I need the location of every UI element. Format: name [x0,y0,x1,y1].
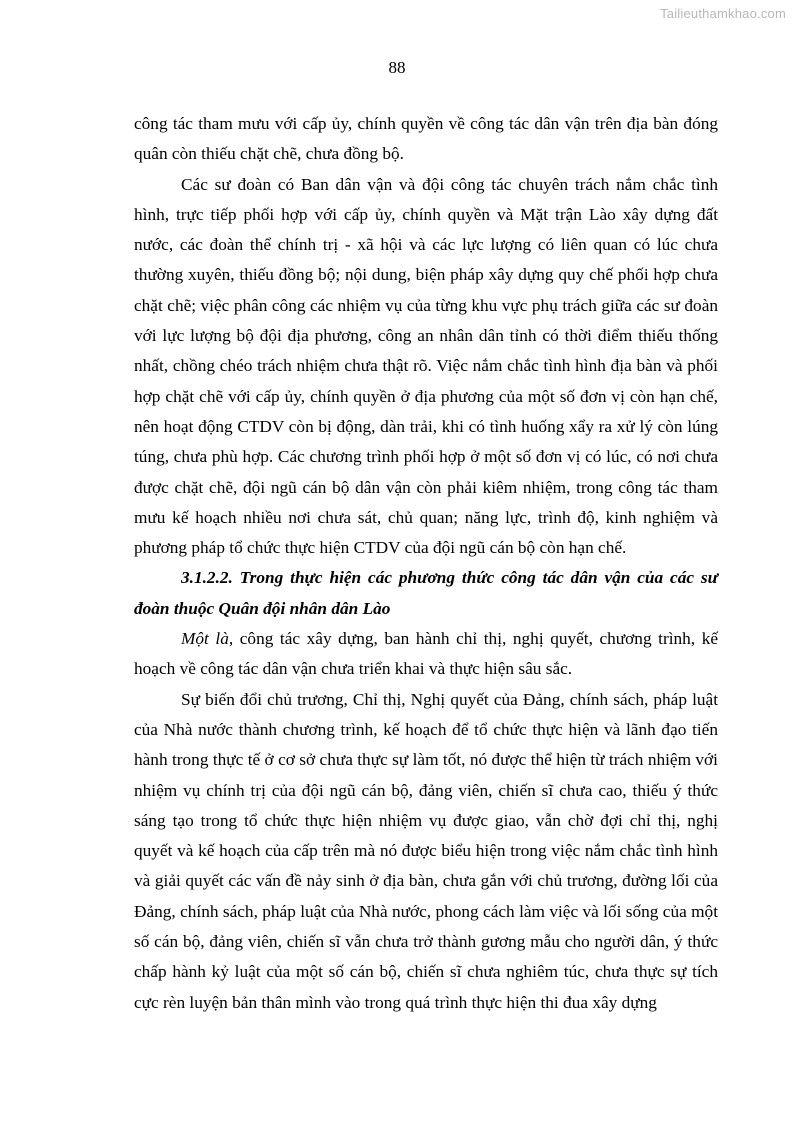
paragraph-first-point [134,624,718,685]
page-number: 88 [388,58,406,77]
paragraph-lead-phrase: Một là, [181,629,234,649]
paragraph-division-coordination: Các sư đoàn có Ban dân vận và đội công tác chuyên trách nắm chắc tình hình, trực tiếp phối hợp với cấp ủy, chính quyền và Mặt trận Lào xây dựng đất nước, các đoàn thể chính trị - xã hội và các lực lượng có liên quan có lúc chưa thường xuyên, thiếu đồng bộ; nội dung, biện pháp xây dựng quy chế phối hợp chưa chặt chẽ; việc phân công các nhiệm vụ của từng khu vực phụ trách giữa các sư đoàn với lực lượng bộ đội địa phương, công an nhân dân tỉnh có thời điểm thiếu thống nhất, chồng chéo trách nhiệm chưa thật rõ. Việc nắm chắc tình hình địa bàn và phối hợp chặt chẽ với cấp ủy, chính quyền ở địa phương của một số đơn vị còn hạn chế, nên hoạt động CTDV còn bị động, dàn trải, khi có tình huống xẩy ra xử lý còn lúng túng, chưa phù hợp. Các chương trình phối hợp ở một số đơn vị có lúc, có nơi chưa được chặt chẽ, đội ngũ cán bộ dân vận còn phải kiêm nhiệm, trong công tác tham mưu kế hoạch nhiều nơi chưa sát, chủ quan; năng lực, trình độ, kinh nghiệm và phương pháp tổ chức thực hiện CTDV của đội ngũ cán bộ còn hạn chế. [134,174,718,558]
section-heading: 3.1.2.2. Trong thực hiện các phương thức công tác dân vận của các sư đoàn thuộc Quân đội nhân dân Lào [134,568,718,618]
paragraph-continuation: công tác tham mưu với cấp ủy, chính quyền về công tác dân vận trên địa bàn đóng quân còn thiếu chặt chẽ, chưa đồng bộ. [134,114,718,164]
paragraph-first-point-text: công tác xây dựng, ban hành chỉ thị, nghị quyết, chương trình, kế hoạch về công tác dân vận chưa triển khai và thực hiện sâu sắc. [134,629,719,679]
paragraph-policy-transformation: Sự biến đổi chủ trương, Chỉ thị, Nghị quyết của Đảng, chính sách, pháp luật của Nhà nước thành chương trình, kế hoạch để tổ chức thực hiện và lãnh đạo tiến hành trong thực tế ở cơ sở chưa thực sự làm tốt, nó được thể hiện từ trách nhiệm với nhiệm vụ chính trị của đội ngũ cán bộ, đảng viên, chiến sĩ chưa cao, thiếu ý thức sáng tạo trong tổ chức thực hiện nhiệm vụ được giao, vẫn chờ đợi chỉ thị, nghị quyết và kế hoạch của cấp trên mà nó được biểu hiện trong việc nắm chắc tình hình và giải quyết các vấn đề nảy sinh ở địa bàn, chưa gắn với chủ trương, đường lối của Đảng, chính sách, pháp luật của Nhà nước, phong cách làm việc và lối sống của một số cán bộ, đảng viên, chiến sĩ vẫn chưa trở thành gương mẫu cho người dân, ý thức chấp hành kỷ luật của một số cán bộ, chiến sĩ chưa nghiêm túc, chưa thực sự tích cực rèn luyện bản thân mình vào trong quá trình thực hiện thi đua xây dựng [134,689,718,1012]
watermark-text: Tailieuthamkhao.com [660,6,786,21]
document-body [134,109,718,1018]
